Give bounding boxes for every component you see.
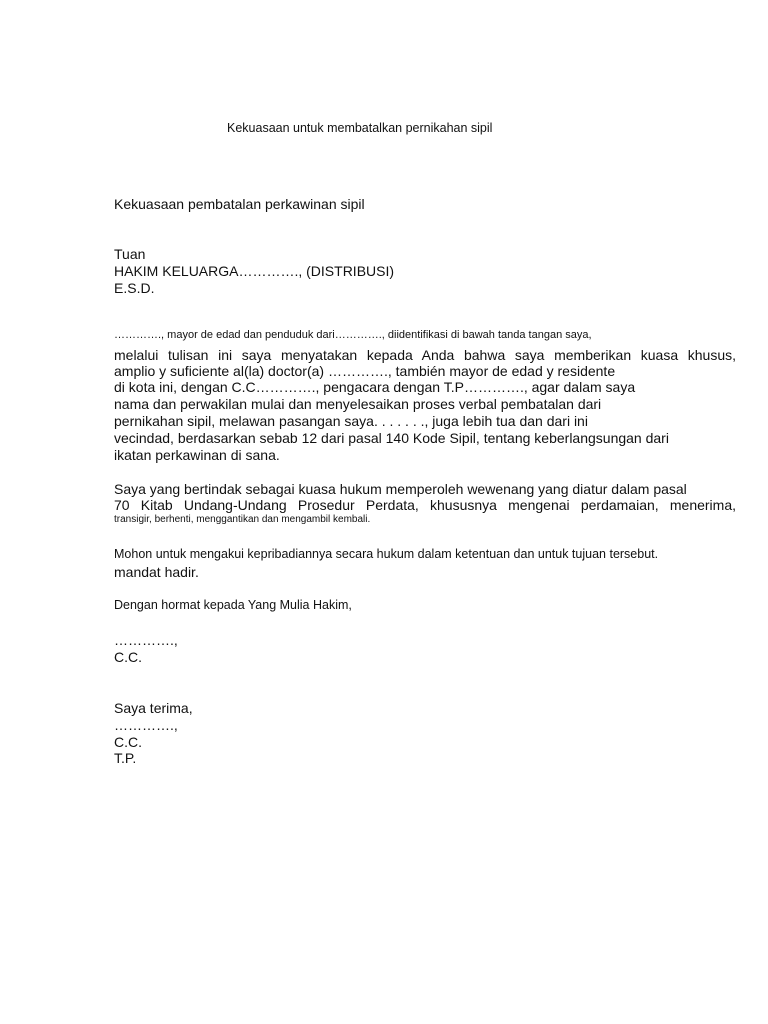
- signature-cc: C.C.: [114, 649, 142, 665]
- addressee-esd: E.S.D.: [114, 280, 155, 296]
- paragraph1-line3: amplio y suficiente al(la) doctor(a) …………., también mayor de edad y residente: [114, 363, 616, 379]
- paragraph1-line5: nama dan perwakilan mulai dan menyelesaikan proses verbal pembatalan dari: [114, 396, 602, 412]
- paragraph1-line8: ikatan perkawinan di sana.: [114, 447, 280, 463]
- closing-line: Dengan hormat kepada Yang Mulia Hakim,: [114, 598, 352, 612]
- paragraph1-line2: melalui tulisan ini saya menyatakan kepada Anda bahwa saya memberikan kuasa khusus,: [114, 347, 736, 363]
- paragraph1-line1: …………., mayor de edad dan penduduk dari…………., diidentifikasi di bawah tanda tangan saya,: [114, 329, 592, 341]
- paragraph1-line7: vecindad, berdasarkan sebab 12 dari pasal 140 Kode Sipil, tentang keberlangsungan dari: [114, 430, 669, 446]
- signature-dots: ………….,: [114, 632, 178, 648]
- paragraph1-line4: di kota ini, dengan C.C…………., pengacara dengan T.P…………., agar dalam saya: [114, 379, 636, 395]
- paragraph1-line6: pernikahan sipil, melawan pasangan saya. . . . . . ., juga lebih tua dan dari ini: [114, 413, 588, 429]
- addressee-judge: HAKIM KELUARGA…………., (DISTRIBUSI): [114, 263, 395, 279]
- paragraph3-line1: Mohon untuk mengakui kepribadiannya secara hukum dalam ketentuan dan untuk tujuan tersebut.: [114, 547, 659, 561]
- document-header: Kekuasaan untuk membatalkan pernikahan sipil: [227, 121, 493, 135]
- acceptance-cc: C.C.: [114, 734, 142, 750]
- paragraph3-line2: mandat hadir.: [114, 564, 199, 580]
- addressee-salutation: Tuan: [114, 246, 146, 262]
- acceptance-dots: ………….,: [114, 717, 178, 733]
- paragraph2-line1: Saya yang bertindak sebagai kuasa hukum memperoleh wewenang yang diatur dalam pasal: [114, 481, 687, 497]
- paragraph2-line2: 70 Kitab Undang-Undang Prosedur Perdata, khususnya mengenai perdamaian, menerima,: [114, 497, 736, 513]
- acceptance-label: Saya terima,: [114, 700, 193, 716]
- acceptance-tp: T.P.: [114, 750, 137, 766]
- paragraph2-line3: transigir, berhenti, menggantikan dan mengambil kembali.: [114, 514, 371, 525]
- document-title: Kekuasaan pembatalan perkawinan sipil: [114, 196, 365, 212]
